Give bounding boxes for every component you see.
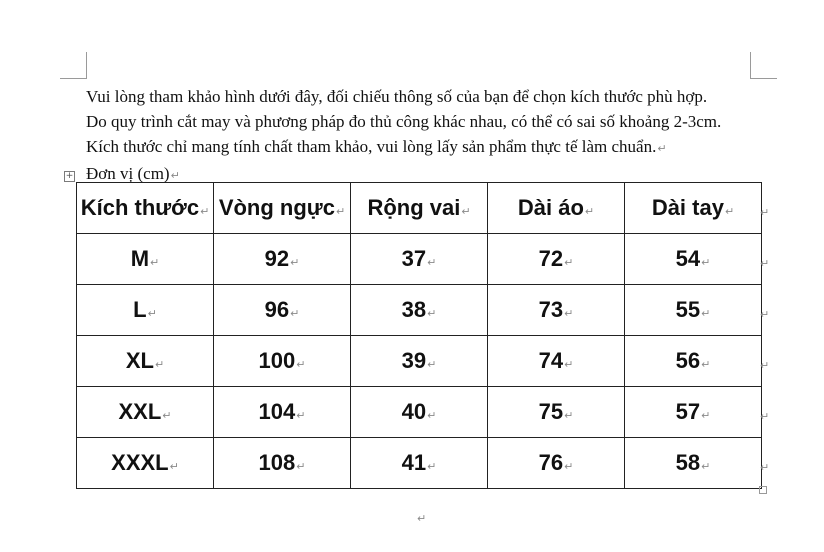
paragraph-mark-icon: ↵ bbox=[170, 169, 180, 182]
header-cell: Vòng ngực↵ bbox=[214, 183, 351, 234]
table-row bbox=[77, 285, 762, 336]
paragraph-mark-icon: ↵ bbox=[657, 142, 667, 155]
table-row bbox=[77, 234, 762, 285]
crop-mark-top-right bbox=[750, 52, 777, 79]
header-cell: Dài tay↵ bbox=[625, 183, 762, 234]
table-cell: XXL↵ bbox=[77, 387, 214, 438]
table-cell: M↵ bbox=[77, 234, 214, 285]
table-row bbox=[77, 387, 762, 438]
table-cell: 104↵ bbox=[214, 387, 351, 438]
table-cell: 73↵ bbox=[488, 285, 625, 336]
table-row bbox=[77, 336, 762, 387]
table-cell: 74↵ bbox=[488, 336, 625, 387]
paragraph-mark-icon: ↵ bbox=[417, 512, 427, 525]
row-end-mark-icon: ↵ bbox=[760, 257, 770, 270]
table-move-handle-icon[interactable]: + bbox=[65, 171, 74, 181]
table-cell: 54↵ bbox=[625, 234, 762, 285]
intro-paragraph bbox=[86, 84, 786, 188]
table-cell: 76↵ bbox=[488, 438, 625, 489]
table-cell: 108↵ bbox=[214, 438, 351, 489]
row-end-mark-icon: ↵ bbox=[760, 410, 770, 423]
row-end-mark-icon: ↵ bbox=[760, 461, 770, 474]
table-cell: 39↵ bbox=[351, 336, 488, 387]
table-cell: L↵ bbox=[77, 285, 214, 336]
table-cell: 100↵ bbox=[214, 336, 351, 387]
table-cell: XL↵ bbox=[77, 336, 214, 387]
table-cell: 96↵ bbox=[214, 285, 351, 336]
row-end-mark-icon: ↵ bbox=[760, 359, 770, 372]
table-cell: 57↵ bbox=[625, 387, 762, 438]
intro-line-3: Kích thước chỉ mang tính chất tham khảo, vui lòng lấy sản phẩm thực tế làm chuẩn.↵ bbox=[86, 137, 667, 156]
row-end-mark-icon: ↵ bbox=[760, 308, 770, 321]
row-end-mark-icon: ↵ bbox=[760, 206, 770, 219]
table-cell: XXXL↵ bbox=[77, 438, 214, 489]
unit-line: Đơn vị (cm)↵ bbox=[86, 164, 180, 183]
table-resize-handle-icon[interactable] bbox=[759, 486, 767, 494]
header-cell: Kích thước↵ bbox=[77, 183, 214, 234]
table-cell: 40↵ bbox=[351, 387, 488, 438]
table-cell: 72↵ bbox=[488, 234, 625, 285]
table-row bbox=[77, 438, 762, 489]
table-cell: 75↵ bbox=[488, 387, 625, 438]
table-cell: 41↵ bbox=[351, 438, 488, 489]
table-cell: 56↵ bbox=[625, 336, 762, 387]
crop-mark-top-left bbox=[60, 52, 87, 79]
header-cell: Dài áo↵ bbox=[488, 183, 625, 234]
intro-line-2: Do quy trình cắt may và phương pháp đo thủ công khác nhau, có thể có sai số khoảng 2-3cm. bbox=[86, 112, 722, 131]
intro-line-1: Vui lòng tham khảo hình dưới đây, đối chiếu thông số của bạn để chọn kích thước phù hợp. bbox=[86, 87, 708, 106]
table-cell: 55↵ bbox=[625, 285, 762, 336]
table-cell: 58↵ bbox=[625, 438, 762, 489]
table-cell: 37↵ bbox=[351, 234, 488, 285]
table-cell: 38↵ bbox=[351, 285, 488, 336]
header-cell: Rộng vai↵ bbox=[351, 183, 488, 234]
size-table bbox=[76, 182, 762, 489]
table-cell: 92↵ bbox=[214, 234, 351, 285]
table-header-row bbox=[77, 183, 762, 234]
